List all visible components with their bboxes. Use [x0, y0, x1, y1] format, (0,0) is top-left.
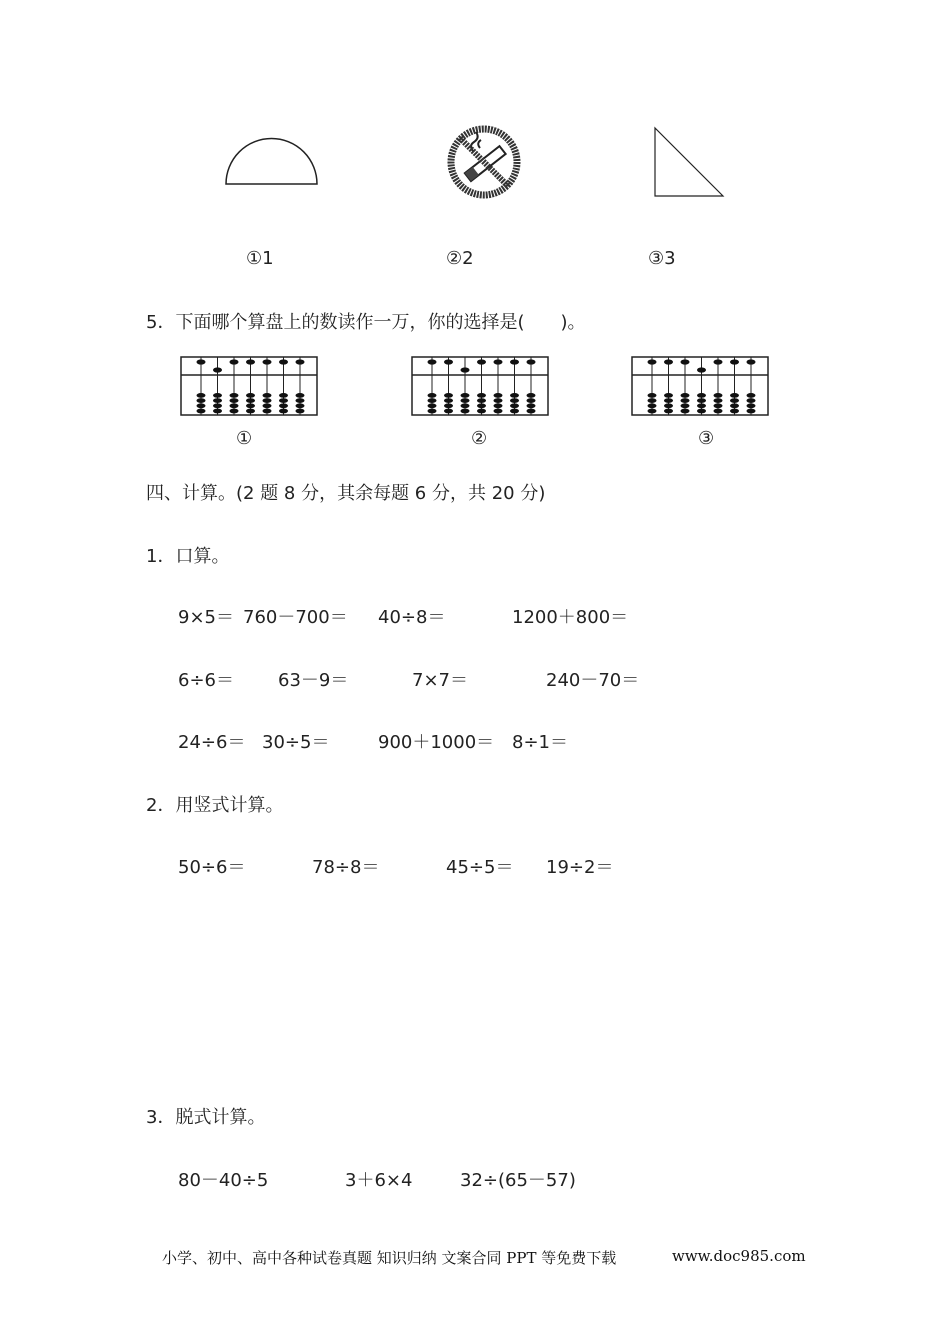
mental-math-item: 6÷6＝ [178, 670, 234, 691]
step-calc-item: 3＋6×4 [345, 1170, 413, 1191]
vertical-calc-item: 50÷6＝ [178, 857, 246, 878]
footer-text: 小学、初中、高中各种试卷真题 知识归纳 文案合同 PPT 等免费下载 [162, 1249, 617, 1267]
mental-math-item: 40÷8＝ [378, 607, 446, 628]
footer-url[interactable]: www.doc985.com [672, 1247, 806, 1265]
step-calc-item: 80－40÷5 [178, 1170, 269, 1191]
q1-title: 1．口算。 [146, 546, 230, 567]
mental-math-item: 63－9＝ [278, 670, 349, 691]
mental-math-item: 24÷6＝ [178, 732, 246, 753]
no-smoking-icon [444, 124, 524, 204]
abacus-option-2 [411, 356, 551, 418]
vertical-calc-item: 45÷5＝ [446, 857, 514, 878]
vertical-calc-item: 19÷2＝ [546, 857, 614, 878]
semicircle-icon [222, 134, 322, 190]
abacus-option-3 [631, 356, 771, 418]
step-calc-item: 32÷(65－57) [460, 1170, 576, 1191]
q5-question: 5．下面哪个算盘上的数读作一万，你的选择是( )。 [146, 312, 586, 333]
q2-title: 2．用竖式计算。 [146, 795, 284, 816]
abacus-label-3: ③ [698, 428, 715, 449]
vertical-calc-item: 78÷8＝ [312, 857, 380, 878]
abacus-label-1: ① [236, 428, 253, 449]
q3-title: 3．脱式计算。 [146, 1107, 266, 1128]
mental-math-item: 900＋1000＝ [378, 732, 495, 753]
mental-math-item: 9×5＝ [178, 607, 234, 628]
mental-math-item: 1200＋800＝ [512, 607, 629, 628]
figure-label-3: ③3 [648, 248, 676, 269]
section-title: 四、计算。(2 题 8 分，其余每题 6 分，共 20 分) [146, 483, 546, 504]
abacus-label-2: ② [471, 428, 488, 449]
mental-math-item: 8÷1＝ [512, 732, 568, 753]
mental-math-item: 30÷5＝ [262, 732, 330, 753]
figure-label-1: ①1 [246, 248, 274, 269]
mental-math-item: 7×7＝ [412, 670, 468, 691]
figure-label-2: ②2 [446, 248, 474, 269]
abacus-option-1 [180, 356, 320, 418]
right-triangle-icon [652, 125, 728, 201]
mental-math-item: 760－700＝ [243, 607, 348, 628]
mental-math-item: 240－70＝ [546, 670, 640, 691]
